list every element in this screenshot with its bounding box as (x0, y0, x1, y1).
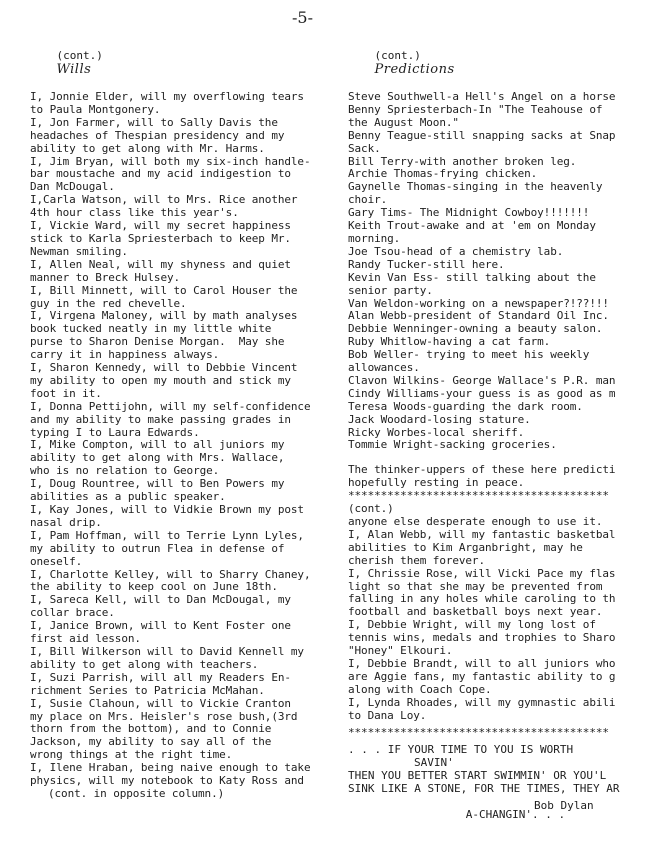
will-line: I, Kay Jones, will to Vidkie Brown my post (30, 503, 304, 516)
thinker-note (348, 464, 646, 490)
prediction-line: Archie Thomas-frying chicken. (348, 167, 538, 181)
thinker-line: The thinker-uppers of these here predicti (348, 463, 616, 477)
will-line: I, Debbie Brandt, will to all juniors who (348, 656, 616, 670)
quote-line: THEN YOU BETTER START SWIMMIN' OR YOU'L (348, 769, 607, 783)
will-line: manner to Breck Hulsey. (30, 270, 181, 284)
will-line: richment Series to Patricia McMahan. (30, 683, 265, 697)
predictions-column (348, 35, 646, 847)
will-line: to Dana Loy. (348, 708, 427, 722)
prediction-line: Clavon Wilkins- George Wallace's P.R. man (348, 373, 616, 387)
predictions-header (348, 35, 646, 91)
will-line: I, Donna Pettijohn, will my self-confidence (30, 399, 311, 413)
will-line: first aid lesson. (30, 632, 141, 646)
will-line: who is no relation to George. (30, 464, 220, 478)
will-line: book tucked neatly in my little white (30, 322, 272, 336)
will-line: I, Vickie Ward, will my secret happiness (30, 219, 291, 233)
prediction-line: Ricky Worbes-local sheriff. (348, 425, 525, 439)
prediction-line: Alan Webb-president of Standard Oil Inc. (348, 309, 609, 323)
prediction-line: Benny Teague-still snapping sacks at Snap (348, 128, 616, 142)
will-line: I, Bill Minnett, will to Carol Houser the (30, 283, 298, 297)
dylan-quote (348, 743, 646, 847)
prediction-line: Randy Tucker-still here. (348, 257, 505, 271)
predictions-heading: Predictions (374, 62, 455, 77)
prediction-line: morning. (348, 231, 401, 245)
prediction-line: Ruby Whitlow-having a cat farm. (348, 335, 551, 349)
asterisk-divider: **************************************** (348, 489, 609, 503)
page-number: -5- (292, 8, 313, 27)
will-line: collar brace. (30, 606, 115, 620)
thinker-line: hopefully resting in peace. (348, 476, 525, 490)
will-line: stick to Karla Spriesterbach to keep Mr. (30, 231, 291, 245)
will-line: wrong things at the right time. (30, 748, 233, 762)
will-line: foot in it. (30, 386, 102, 400)
will-line: I,Carla Watson, will to Mrs. Rice another (30, 193, 298, 207)
will-line: I, Ilene Hraban, being naive enough to take (30, 761, 311, 775)
will-line: I, Jonnie Elder, will my overflowing tears (30, 90, 304, 103)
asterisk-divider: **************************************** (348, 725, 609, 739)
will-line: abilities as a public speaker. (30, 490, 226, 504)
will-line: I, Sareca Kell, will to Dan McDougal, my (30, 593, 291, 607)
prediction-line: Debbie Wenninger-owning a beauty salon. (348, 322, 603, 336)
will-line: typing I to Laura Edwards. (30, 425, 200, 439)
will-line: I, Alan Webb, will my fantastic basketbal (348, 527, 616, 541)
will-line: my place on Mrs. Heisler's rose bush,(3rd (30, 709, 298, 723)
prediction-line: allowances. (348, 361, 420, 375)
will-line: I, Jon Farmer, will to Sally Davis the (30, 115, 278, 129)
prediction-line: Cindy Williams-your guess is as good as m (348, 386, 616, 400)
prediction-line: Joe Tsou-head of a chemistry lab. (348, 244, 564, 258)
cont-label: (cont.) (374, 49, 421, 62)
predictions-list (348, 91, 646, 452)
will-line: I, Doug Rountree, will to Ben Powers my (30, 477, 285, 491)
prediction-line: Sack. (348, 141, 381, 155)
quote-attribution: Bob Dylan (534, 799, 594, 813)
will-line: purse to Sharon Denise Morgan. May she (30, 335, 285, 349)
will-line: I, Mike Compton, will to all juniors my (30, 438, 285, 452)
wills-heading: Wills (56, 62, 92, 77)
prediction-line: Jack Woodard-losing stature. (348, 412, 531, 426)
will-line: I, Janice Brown, will to Kent Foster one (30, 619, 291, 633)
prediction-line: Benny Spriesterbach-In "The Teahouse of (348, 102, 603, 116)
quote-line (348, 795, 646, 847)
prediction-line: Keith Trout-awake and at 'em on Monday (348, 219, 596, 233)
will-line: I, Susie Clahoun, will to Vickie Cranton (30, 696, 291, 710)
wills-header (30, 35, 332, 91)
prediction-line: the August Moon." (348, 115, 459, 129)
will-line: nasal drip. (30, 515, 102, 529)
will-line: light so that she may be prevented from (348, 579, 603, 593)
will-line: physics, will my notebook to Katy Ross and (30, 774, 304, 788)
wills-continued-list (348, 516, 646, 723)
will-line: Newman smiling. (30, 244, 128, 258)
will-line: I, Debbie Wright, will my long lost of (348, 618, 596, 632)
prediction-line: senior party. (348, 283, 433, 297)
prediction-line: Kevin Van Ess- still talking about the (348, 270, 596, 284)
cont-label: (cont.) (56, 49, 103, 62)
will-line: carry it in happiness always. (30, 348, 220, 362)
quote-line: SINK LIKE A STONE, FOR THE TIMES, THEY AR (348, 782, 620, 796)
will-line: football and basketball boys next year. (348, 605, 603, 619)
will-line: ability to get along with Mrs. Wallace, (30, 451, 285, 465)
will-line: I, Sharon Kennedy, will to Debbie Vincent (30, 361, 298, 375)
continuation-note: (cont. in opposite column.) (48, 786, 225, 800)
will-line: the ability to keep cool on June 18th. (30, 580, 278, 594)
prediction-line: Gary Tims- The Midnight Cowboy!!!!!!! (348, 206, 590, 220)
will-line: I, Chrissie Rose, will Vicki Pace my flas (348, 566, 616, 580)
will-line: anyone else desperate enough to use it. (348, 515, 603, 528)
prediction-line: Gaynelle Thomas-singing in the heavenly (348, 180, 603, 194)
will-line: I, Virgena Maloney, will by math analyses (30, 309, 298, 323)
will-line: bar moustache and my acid indigestion to (30, 167, 291, 181)
will-line: guy in the red chevelle. (30, 296, 187, 310)
will-line: Dan McDougal. (30, 180, 115, 194)
will-line: I, Allen Neal, will my shyness and quiet (30, 257, 291, 271)
prediction-line: Tommie Wright-sacking groceries. (348, 438, 557, 452)
will-line: ability to get along with teachers. (30, 657, 259, 671)
quote-line: . . . IF YOUR TIME TO YOU IS WORTH (348, 743, 574, 757)
will-line: oneself. (30, 554, 83, 568)
prediction-line: Bob Weller- trying to meet his weekly (348, 348, 590, 362)
will-line: tennis wins, medals and trophies to Sharo (348, 631, 616, 645)
quote-line: SAVIN' (414, 756, 454, 770)
prediction-line: choir. (348, 193, 388, 207)
will-line: 4th hour class like this year's. (30, 206, 239, 220)
will-line: my ability to outrun Flea in defense of (30, 541, 285, 555)
will-line: and my ability to make passing grades in (30, 412, 291, 426)
will-line: I, Bill Wilkerson will to David Kennell my (30, 644, 304, 658)
will-line: falling in any holes while caroling to th (348, 592, 616, 606)
will-line: abilities to Kim Arganbright, may he (348, 540, 583, 554)
will-line: along with Coach Cope. (348, 682, 492, 696)
will-line: are Aggie fans, my fantastic ability to g (348, 669, 616, 683)
prediction-line: Bill Terry-with another broken leg. (348, 154, 577, 168)
cont-label-2: (cont.) (348, 502, 394, 516)
will-line: to Paula Montgonery. (30, 102, 161, 116)
will-line: Jackson, my ability to say all of the (30, 735, 272, 749)
will-line: my ability to open my mouth and stick my (30, 373, 291, 387)
will-line: I, Lynda Rhoades, will my gymnastic abili (348, 695, 616, 709)
will-line: I, Pam Hoffman, will to Terrie Lynn Lyles, (30, 528, 304, 542)
will-line: ability to get along with Mr. Harms. (30, 141, 265, 155)
prediction-line: Van Weldon-working on a newspaper?!??!!! (348, 296, 609, 310)
wills-column (30, 35, 332, 801)
wills-list (30, 91, 332, 788)
will-line: cherish them forever. (348, 553, 485, 567)
will-line: I, Charlotte Kelley, will to Sharry Chaney, (30, 567, 311, 581)
will-line: I, Jim Bryan, will both my six-inch handle- (30, 154, 311, 168)
prediction-line: Teresa Woods-guarding the dark room. (348, 399, 583, 413)
prediction-line: Steve Southwell-a Hell's Angel on a horse (348, 90, 616, 103)
will-line: "Honey" Elkouri. (348, 644, 453, 658)
will-line: I, Suzi Parrish, will all my Readers En- (30, 670, 291, 684)
will-line: headaches of Thespian presidency and my (30, 128, 285, 142)
quote-line-text: A-CHANGIN'. . . (465, 808, 566, 822)
will-line: thorn from the bottom), and to Connie (30, 722, 272, 736)
